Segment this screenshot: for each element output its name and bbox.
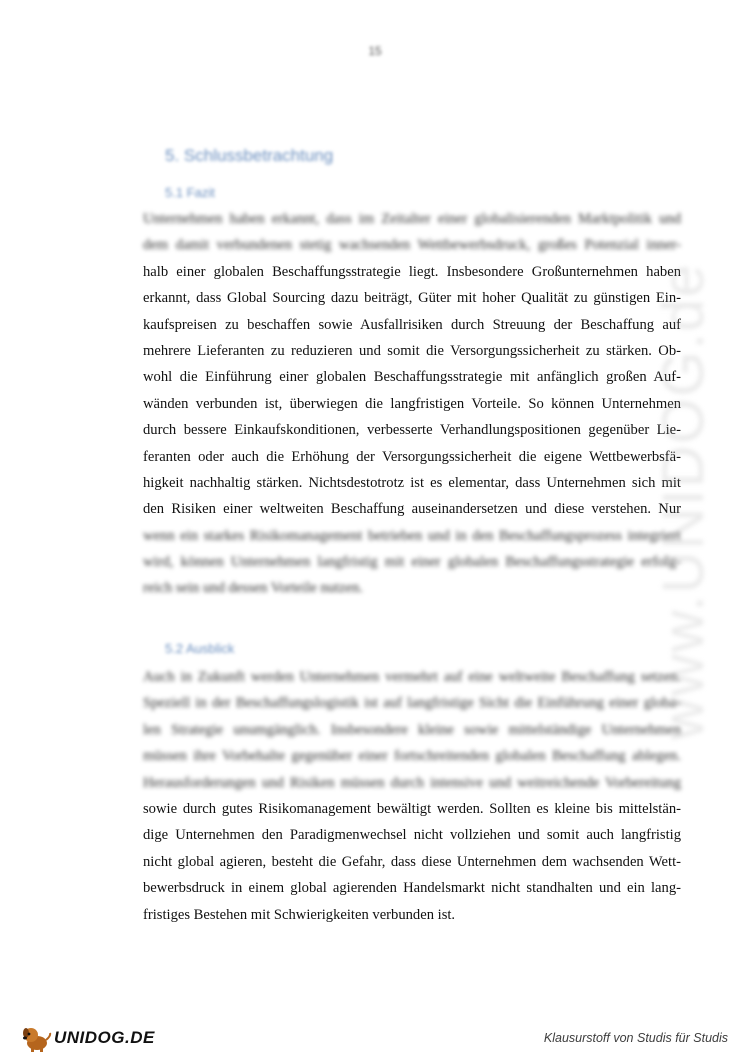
text-line: halb einer globalen Beschaffungsstrategie liegt. Insbesondere Großunternehmen haben: [143, 263, 681, 280]
logo-text: UNIDOG.DE: [54, 1028, 155, 1047]
text-line: reich sein und dessen Vorteile nutzen.: [143, 580, 363, 597]
text-line: mehrere Lieferanten zu reduzieren und somit die Versorgungssicherheit zu stärken. Ob-: [143, 342, 681, 359]
page-number: 15: [368, 44, 382, 58]
text-line: kaufspreisen zu beschaffen sowie Ausfallrisiken durch Streuung der Beschaffung auf: [143, 316, 681, 333]
watermark-text: www.UNIDOG.de: [651, 262, 716, 740]
text-line: nicht global agieren, besteht die Gefahr, dass diese Unternehmen dem wachsenden Wett-: [143, 853, 681, 870]
unidog-logo[interactable]: [22, 1024, 155, 1052]
text-line: wird, können Unternehmen langfristig mit einer globalen Beschaffungsstrategie erfolg-: [143, 554, 681, 571]
text-line: wenn ein starkes Risikomanagement betrieben und in den Beschaffungsprozess integriert: [143, 527, 681, 544]
dog-mascot-icon: [22, 1024, 52, 1052]
text-line: bewerbsdruck in einem global agierenden Handelsmarkt nicht standhalten und ein lang-: [143, 880, 681, 897]
chapter-heading: 5. Schlussbetrachtung: [165, 146, 334, 165]
ausblick-paragraph: [143, 664, 681, 928]
text-line: den Risiken einer weltweiten Beschaffung auseinandersetzen und diese verstehen. Nur: [143, 501, 681, 518]
text-line: erkannt, dass Global Sourcing dazu beiträgt, Güter mit hoher Qualität zu günstigen Ein-: [143, 290, 681, 307]
text-line: wänden verbunden ist, überwiegen die langfristigen Vorteile. So können Unternehmen: [143, 395, 681, 412]
fazit-paragraph: [143, 206, 681, 602]
text-line: Herausforderungen und Risiken müssen durch intensive und weitreichende Vorbereitung: [143, 774, 681, 791]
section-heading-fazit: 5.1 Fazit: [165, 185, 215, 200]
text-line: feranten oder auch die Erhöhung der Versorgungssicherheit die eigene Wettbewerbsfä-: [143, 448, 681, 465]
text-line: müssen ihre Vorbehalte gegenüber einer fortschreitenden globalen Beschaffung ablegen.: [143, 748, 681, 765]
footer-tagline: Klausurstoff von Studis für Studis: [543, 1031, 728, 1045]
text-line: fristiges Bestehen mit Schwierigkeiten verbunden ist.: [143, 906, 456, 923]
text-line: sowie durch gutes Risikomanagement bewältigt werden. Sollten es kleine bis mittelstän-: [143, 800, 681, 817]
text-line: dem damit verbundenen stetig wachsenden Wettbewerbsdruck, großes Potenzial inner-: [143, 237, 681, 254]
text-line: durch bessere Einkaufskonditionen, verbesserte Verhandlungspositionen gegenüber Lie-: [143, 422, 681, 439]
text-line: higkeit nachhaltig stärken. Nichtsdestotrotz ist es elementar, dass Unternehmen sich mit: [143, 474, 681, 491]
text-line: Auch in Zukunft werden Unternehmen vermehrt auf eine weltweite Beschaffung setzen.: [143, 669, 681, 685]
text-line: Speziell in der Beschaffungslogistik ist auf langfristige Sicht die Einführung einer globa-: [143, 695, 681, 712]
text-line: Unternehmen haben erkannt, dass im Zeitalter einer globalisierenden Marktpolitik und: [143, 211, 681, 227]
text-line: len Strategie unumgänglich. Insbesondere kleine sowie mittelständige Unternehmen: [143, 721, 681, 738]
text-line: wohl die Einführung einer globalen Beschaffungsstrategie mit anfänglich großen Auf-: [143, 369, 681, 386]
section-heading-ausblick: 5.2 Ausblick: [165, 641, 235, 656]
text-line: dige Unternehmen den Paradigmenwechsel nicht vollziehen und somit auch langfristig: [143, 827, 681, 844]
